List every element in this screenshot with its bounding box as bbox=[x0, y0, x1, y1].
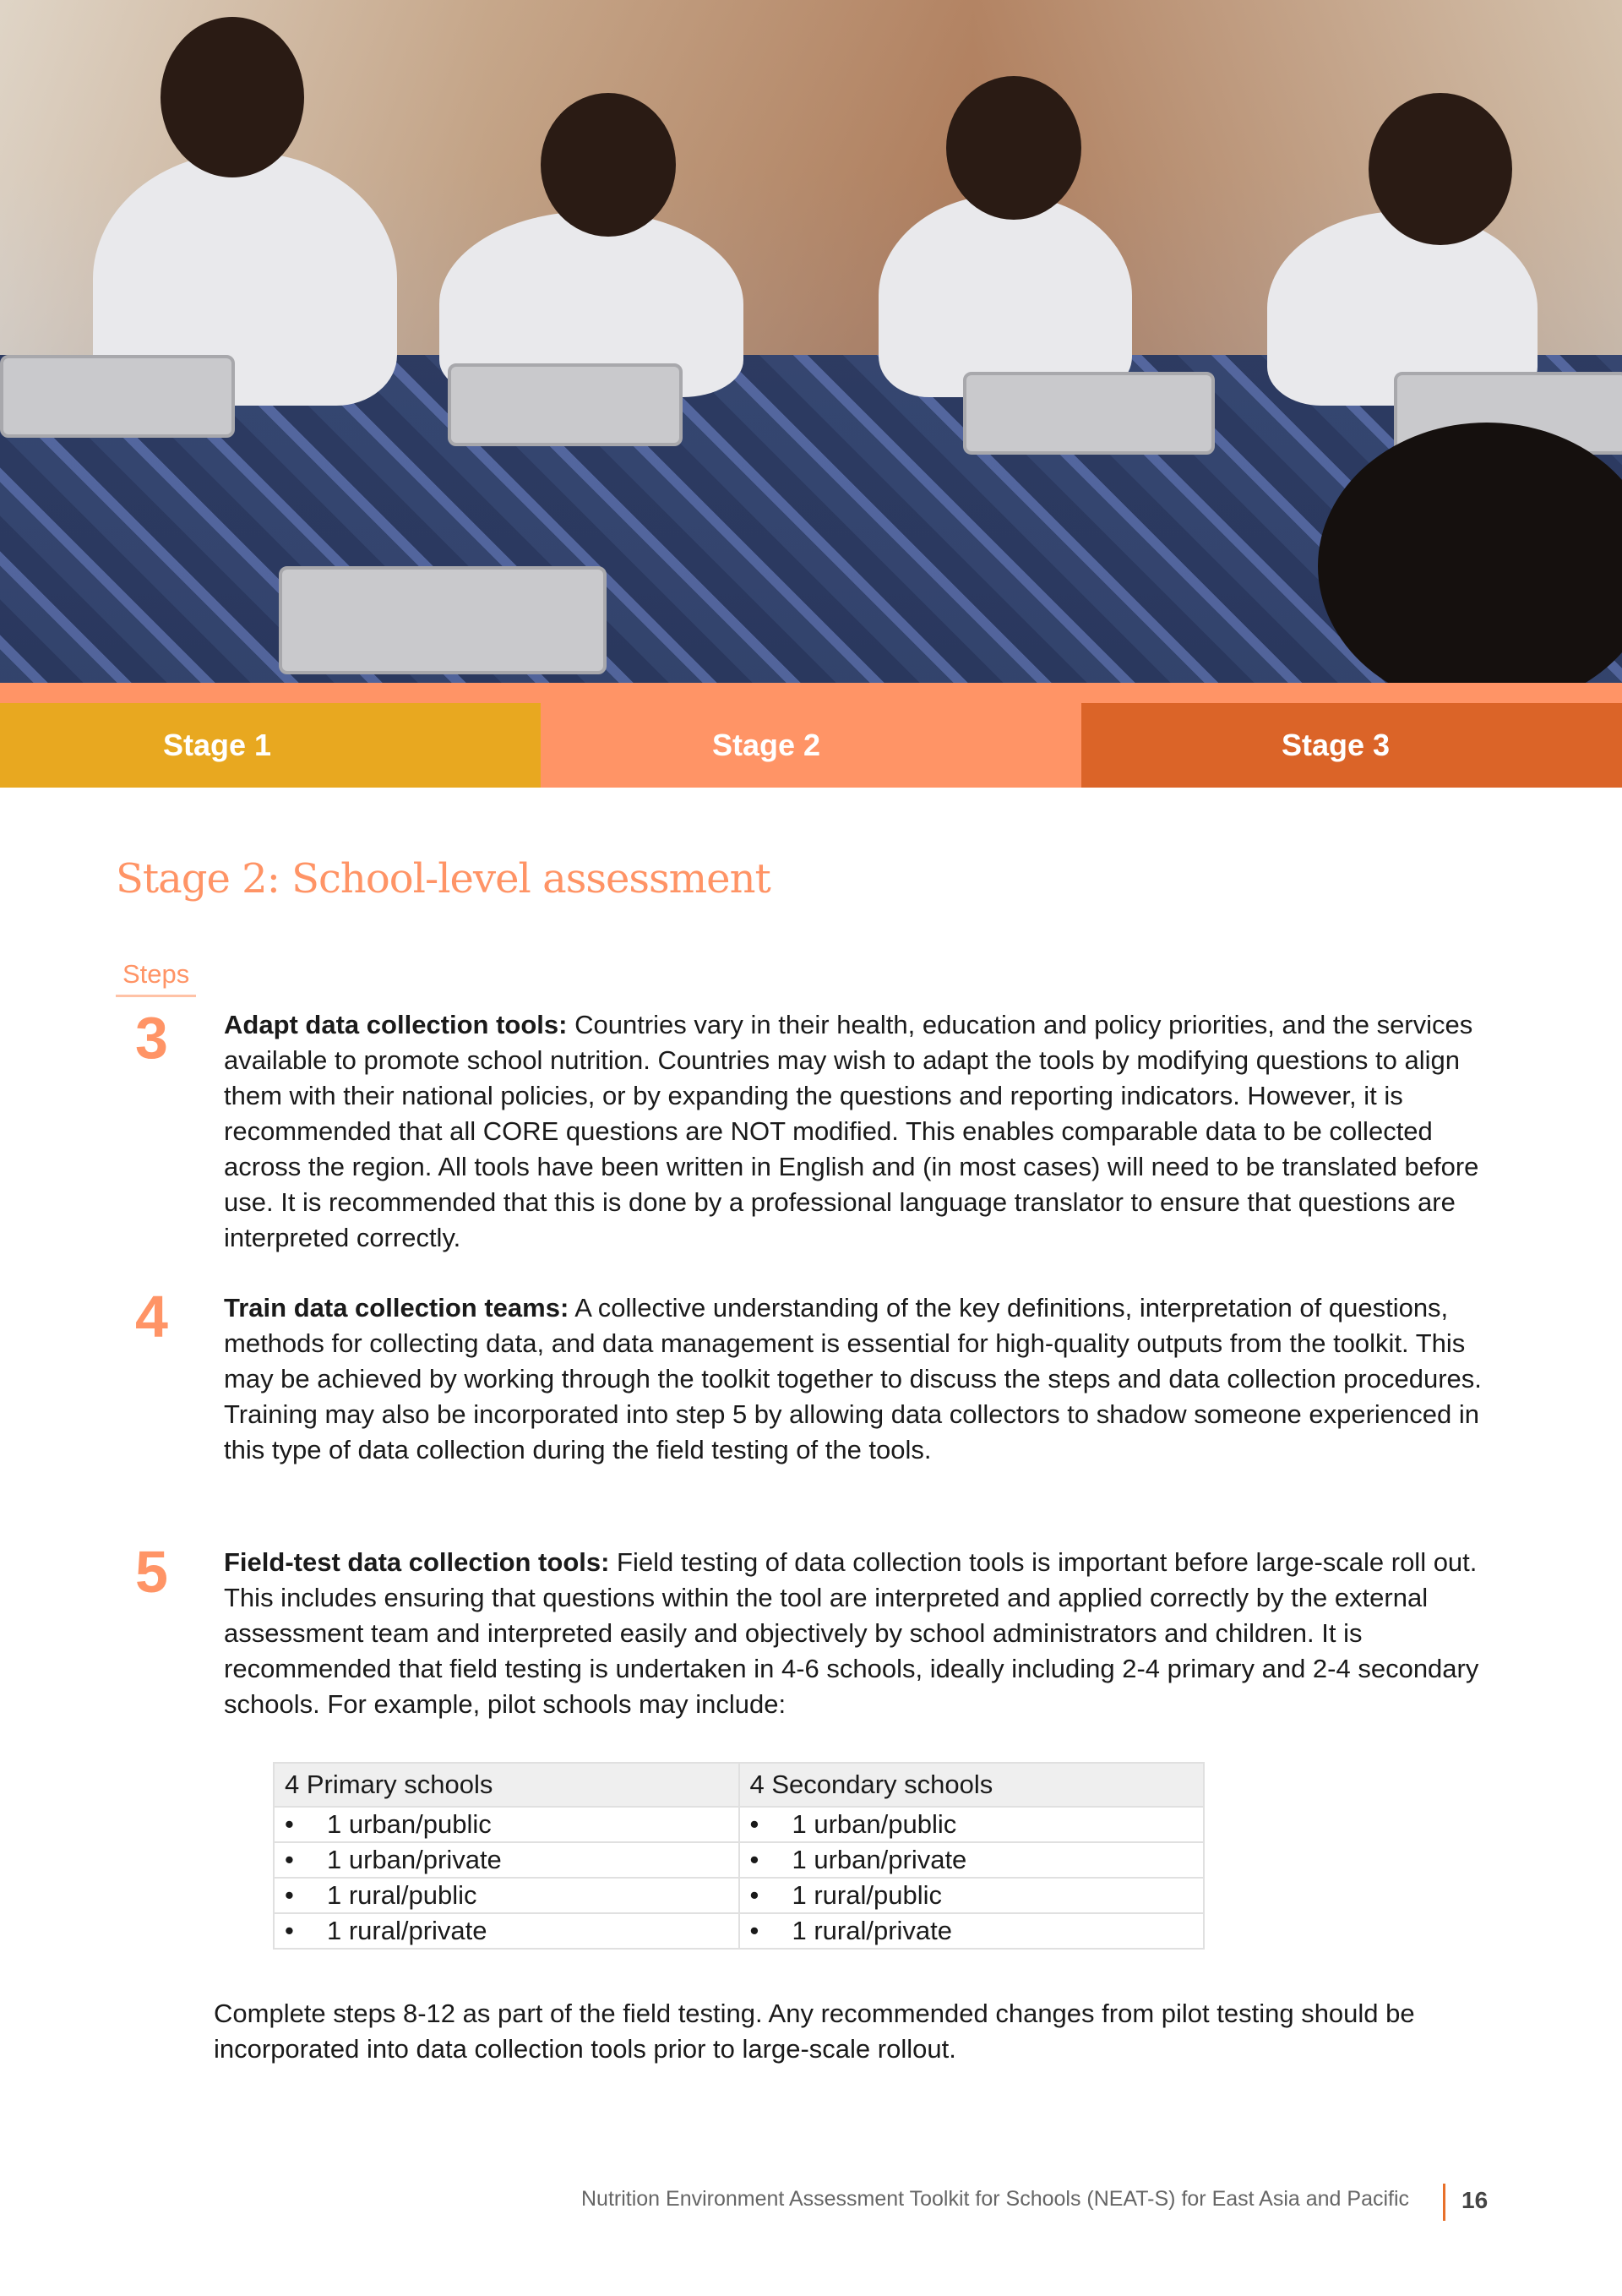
stage-1-tab[interactable]: Stage 1 bbox=[0, 703, 541, 788]
stage-3-tab[interactable]: Stage 3 bbox=[1081, 703, 1622, 788]
pilot-schools-table bbox=[273, 1762, 1205, 1950]
step-body: Field testing of data collection tools is important before large-scale roll out. This includes ensuring that questions within the tool are interpreted and applied correctly by the external assessment team and interpreted easily and objectively by school administrators and children. It is recommended that field testing is undertaken in 4-6 schools, ideally including 2-4 primary and 2-4 secondary schools. For example, pilot schools may include: bbox=[224, 1547, 1479, 1719]
table-header: 4 Secondary schools bbox=[739, 1763, 1205, 1807]
bullet: • bbox=[749, 1845, 759, 1874]
photo-child bbox=[879, 194, 1132, 397]
step-heading: Field-test data collection tools: bbox=[224, 1547, 610, 1577]
bullet: • bbox=[285, 1916, 294, 1945]
photo-child-head bbox=[1369, 93, 1512, 245]
cell-text: 1 rural/private bbox=[792, 1916, 953, 1945]
page-title: Stage 2: School-level assessment bbox=[116, 855, 770, 903]
step-4-text bbox=[224, 1290, 1483, 1468]
step-number: 4 bbox=[135, 1284, 168, 1350]
cell-text: 1 urban/public bbox=[792, 1809, 957, 1839]
cell-text: 1 rural/public bbox=[792, 1880, 942, 1910]
table-cell bbox=[739, 1878, 1205, 1913]
photo-child-head bbox=[541, 93, 676, 237]
bullet: • bbox=[285, 1845, 294, 1874]
table-row bbox=[274, 1913, 1204, 1949]
table-cell bbox=[739, 1913, 1205, 1949]
step-heading: Train data collection teams: bbox=[224, 1293, 569, 1323]
table-row bbox=[274, 1807, 1204, 1842]
table-header-row bbox=[274, 1763, 1204, 1807]
bullet: • bbox=[285, 1880, 294, 1910]
table-cell bbox=[739, 1842, 1205, 1878]
page-number: 16 bbox=[1461, 2187, 1489, 2213]
table-row bbox=[274, 1878, 1204, 1913]
step-number: 5 bbox=[135, 1539, 168, 1605]
table-row bbox=[274, 1842, 1204, 1878]
step-body: Countries vary in their health, education and policy priorities, and the services available to promote school nutrition. Countries may wish to adapt the tools by modifying questions to align them with their national policies, or by expanding the questions and reporting indicators. However, it is recommended that all CORE questions are NOT modified. This enables comparable data to be collected across the region. All tools have been written in English and (in most cases) will need to be translated before use. It is recommended that this is done by a professional language translator to ensure that questions are interpreted correctly. bbox=[224, 1010, 1479, 1252]
footer-title: Nutrition Environment Assessment Toolkit for Schools (NEAT-S) for East Asia and Pacific bbox=[581, 2187, 1410, 2211]
cell-text: 1 urban/public bbox=[327, 1809, 492, 1839]
step-number: 3 bbox=[135, 1005, 168, 1071]
table-cell bbox=[274, 1807, 739, 1842]
photo-food-tray bbox=[448, 363, 683, 446]
bullet: • bbox=[285, 1809, 294, 1839]
bullet: • bbox=[749, 1916, 759, 1945]
photo-food-tray bbox=[0, 355, 235, 438]
table-cell bbox=[274, 1878, 739, 1913]
step-3-text bbox=[224, 1007, 1483, 1256]
cell-text: 1 urban/private bbox=[327, 1845, 502, 1874]
table-cell bbox=[274, 1842, 739, 1878]
cell-text: 1 rural/public bbox=[327, 1880, 477, 1910]
hero-photo-children-eating bbox=[0, 0, 1622, 683]
photo-food-tray bbox=[963, 372, 1215, 455]
photo-child-head bbox=[161, 17, 304, 177]
table-cell bbox=[274, 1913, 739, 1949]
cell-text: 1 urban/private bbox=[792, 1845, 967, 1874]
footer-divider bbox=[1443, 2184, 1445, 2221]
step-5-text bbox=[224, 1545, 1483, 1722]
table-cell bbox=[739, 1807, 1205, 1842]
bullet: • bbox=[749, 1809, 759, 1839]
closing-paragraph: Complete steps 8-12 as part of the field testing. Any recommended changes from pilot testing should be incorporated into data collection tools prior to large-scale rollout. bbox=[214, 1999, 1415, 2064]
bullet: • bbox=[749, 1880, 759, 1910]
table-header: 4 Primary schools bbox=[274, 1763, 739, 1807]
photo-child-head bbox=[946, 76, 1081, 220]
stage-2-tab[interactable]: Stage 2 bbox=[541, 703, 1081, 788]
photo-food-tray bbox=[279, 566, 607, 674]
cell-text: 1 rural/private bbox=[327, 1916, 487, 1945]
step-heading: Adapt data collection tools: bbox=[224, 1010, 568, 1039]
steps-label: Steps bbox=[116, 959, 196, 997]
step-body: A collective understanding of the key definitions, interpretation of questions, methods for collecting data, and data management is essential for high-quality outputs from the toolkit. This may be achieved by working through the toolkit together to discuss the steps and data collection procedures. Training may also be incorporated into step 5 by allowing data collectors to shadow someone experienced in this type of data collection during the field testing of the tools. bbox=[224, 1293, 1482, 1464]
stage-bar-strip bbox=[0, 683, 1622, 703]
